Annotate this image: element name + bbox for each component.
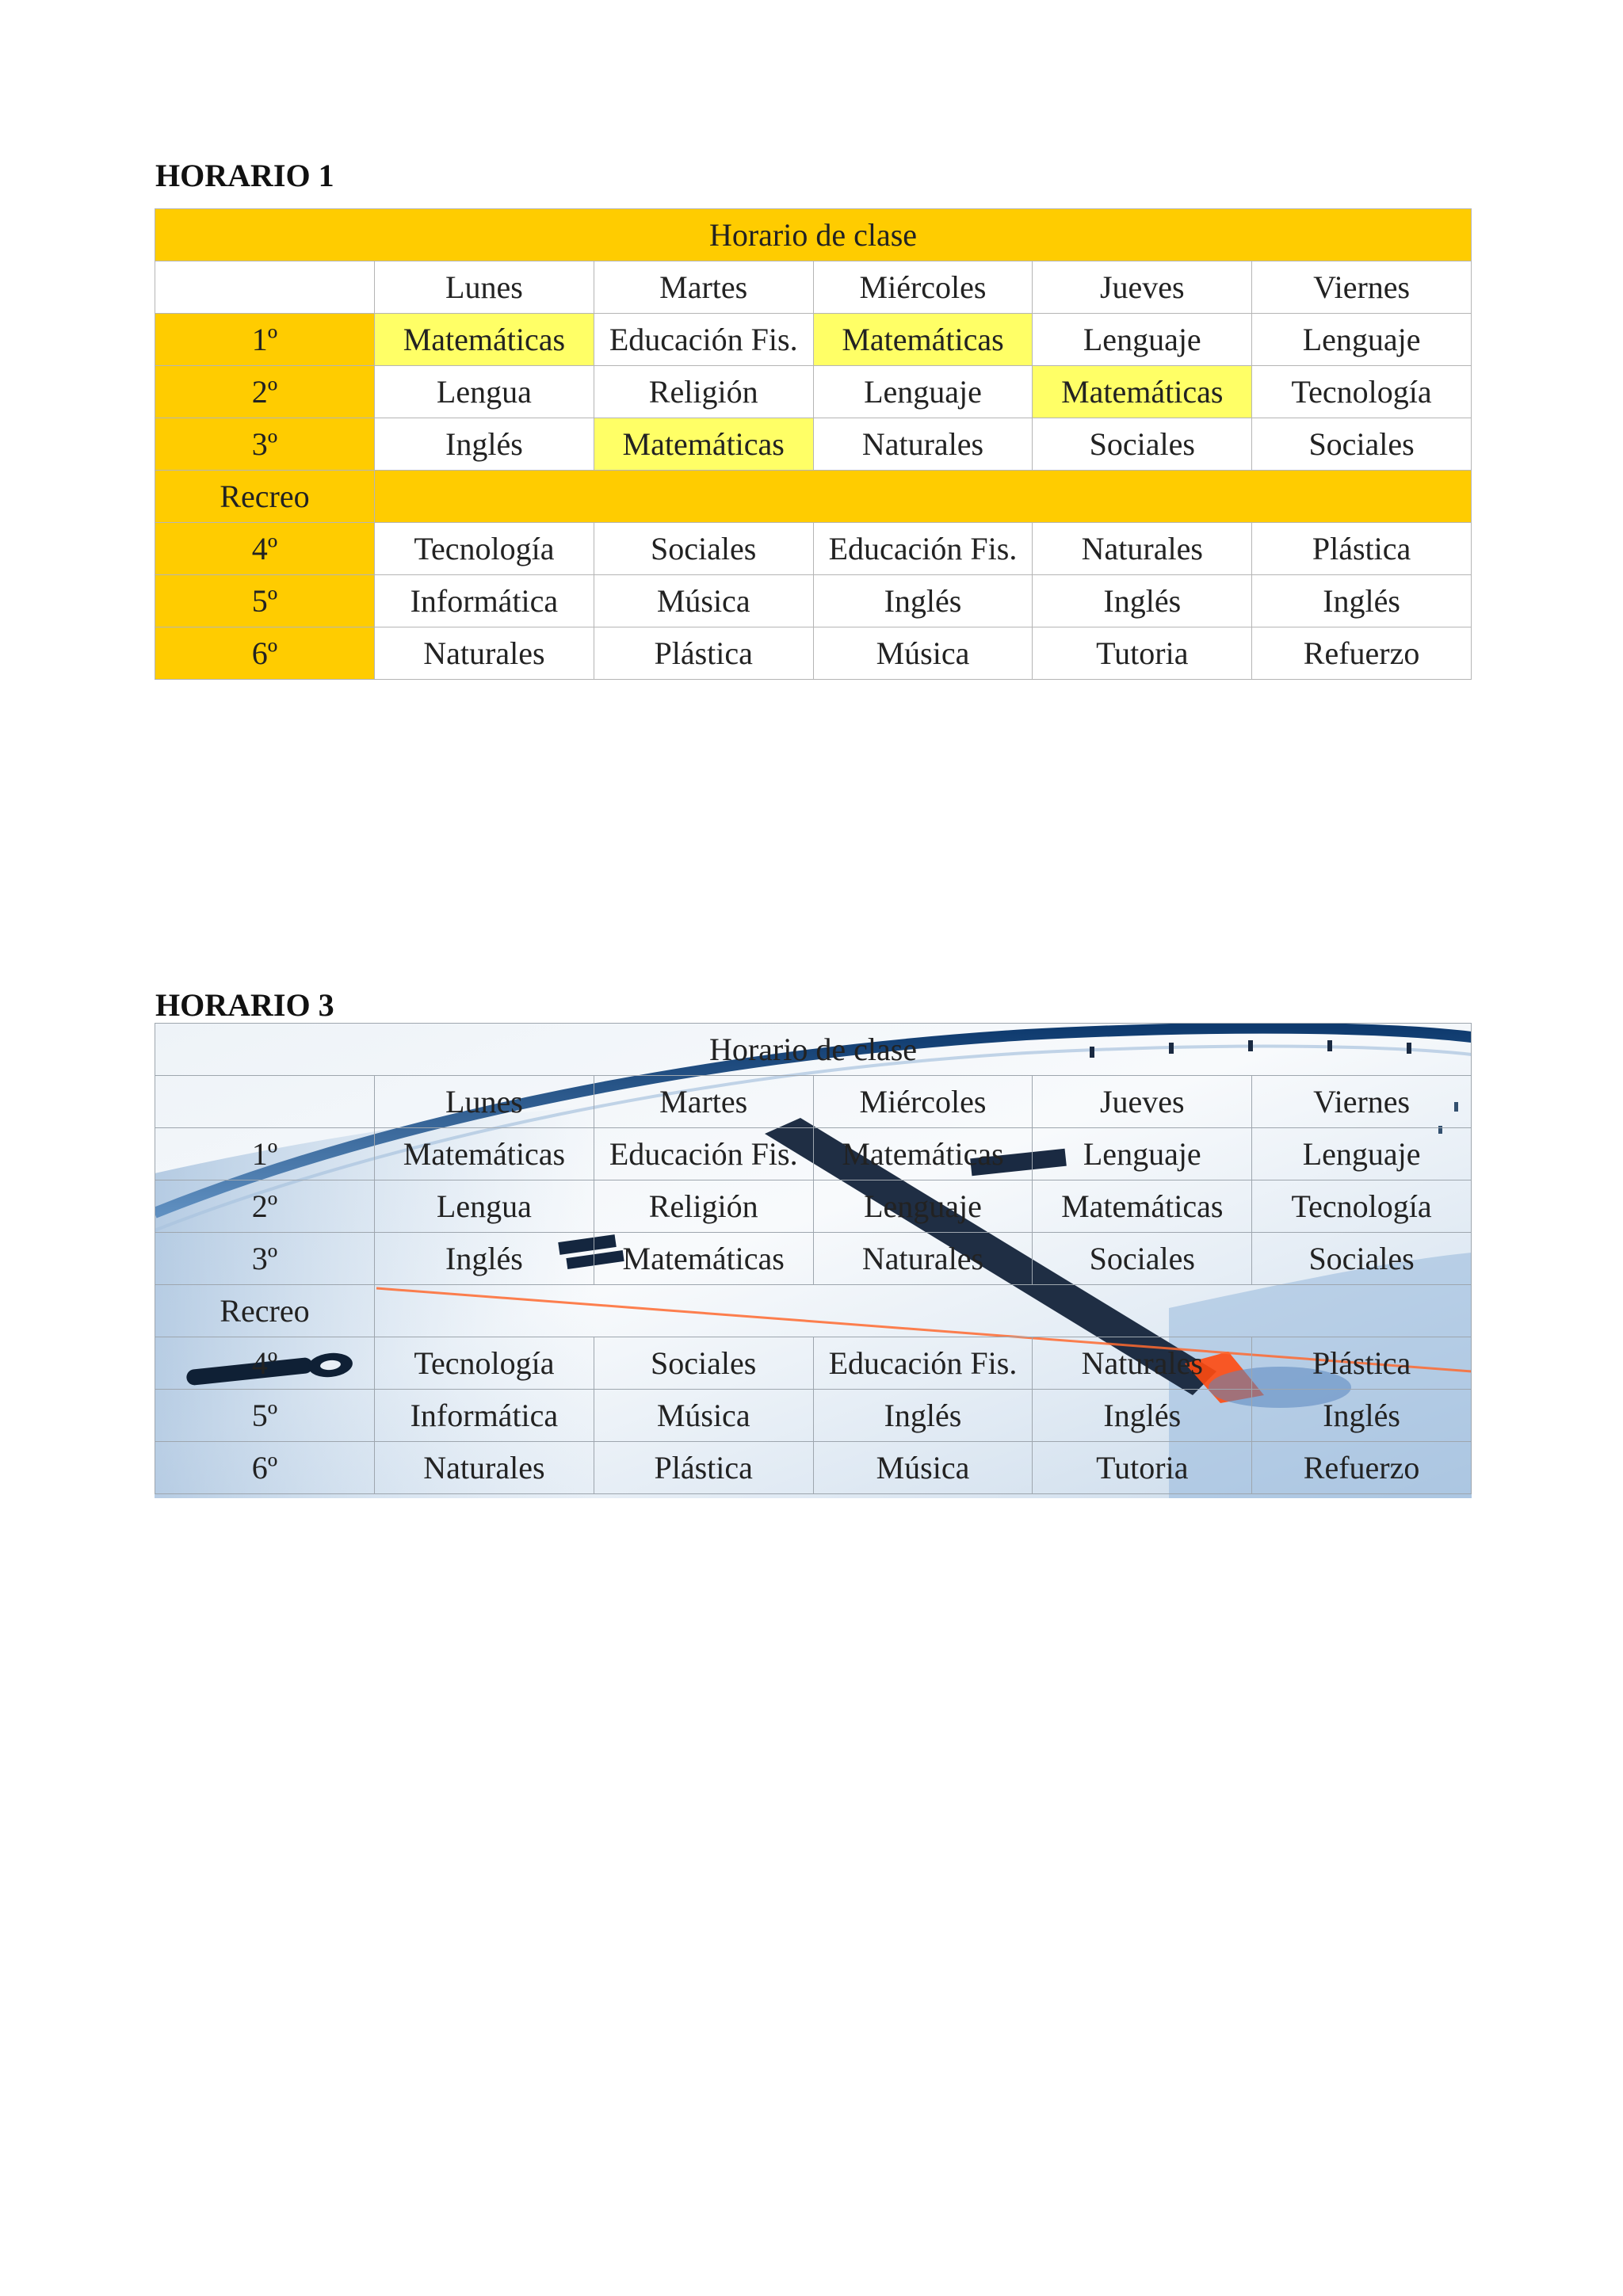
subject-cell: Refuerzo [1252, 1442, 1472, 1494]
subject-cell: Tutoria [1033, 1442, 1252, 1494]
subject-cell: Tecnología [1252, 366, 1472, 418]
day-header: Martes [594, 261, 813, 314]
period-label: 4º [155, 523, 375, 575]
corner-cell [155, 261, 375, 314]
subject-cell: Informática [375, 575, 594, 627]
table-row [155, 1180, 1472, 1233]
subject-cell: Inglés [813, 1390, 1033, 1442]
day-header: Viernes [1252, 1076, 1472, 1128]
subject-cell: Inglés [375, 418, 594, 471]
subject-cell: Inglés [375, 1233, 594, 1285]
day-header: Jueves [1033, 261, 1252, 314]
period-label: 4º [155, 1337, 375, 1390]
table-row [155, 366, 1472, 418]
subject-cell: Lengua [375, 366, 594, 418]
period-label: 5º [155, 575, 375, 627]
subject-cell: Sociales [1252, 418, 1472, 471]
subject-cell: Sociales [1033, 1233, 1252, 1285]
subject-cell: Educación Fis. [813, 523, 1033, 575]
subject-cell: Sociales [1033, 418, 1252, 471]
period-label: 6º [155, 627, 375, 680]
day-header: Miércoles [813, 1076, 1033, 1128]
subject-cell: Educación Fis. [594, 1128, 813, 1180]
day-header: Martes [594, 1076, 813, 1128]
subject-cell: Plástica [594, 1442, 813, 1494]
table-row [155, 1233, 1472, 1285]
subject-cell: Religión [594, 1180, 813, 1233]
subject-cell: Lenguaje [1033, 314, 1252, 366]
table-title-row [155, 209, 1472, 261]
subject-cell: Religión [594, 366, 813, 418]
subject-cell: Lenguaje [813, 366, 1033, 418]
period-label: Recreo [155, 1285, 375, 1337]
subject-cell: Inglés [813, 575, 1033, 627]
table-title: Horario de clase [155, 209, 1472, 261]
subject-cell: Tutoria [1033, 627, 1252, 680]
period-label: 6º [155, 1442, 375, 1494]
subject-cell: Matemáticas [1033, 1180, 1252, 1233]
subject-cell: Lenguaje [1033, 1128, 1252, 1180]
period-label: 1º [155, 314, 375, 366]
day-header: Lunes [375, 1076, 594, 1128]
period-label: 2º [155, 366, 375, 418]
subject-cell: Naturales [813, 418, 1033, 471]
table-row [155, 1128, 1472, 1180]
subject-cell: Matemáticas [813, 1128, 1033, 1180]
subject-cell: Naturales [1033, 523, 1252, 575]
period-label: 1º [155, 1128, 375, 1180]
subject-cell: Matemáticas [375, 314, 594, 366]
period-label: Recreo [155, 471, 375, 523]
subject-cell: Plástica [1252, 523, 1472, 575]
subject-cell: Música [594, 575, 813, 627]
subject-cell: Naturales [375, 1442, 594, 1494]
subject-cell: Tecnología [375, 523, 594, 575]
heading-horario-1: HORARIO 1 [155, 158, 334, 193]
subject-cell: Tecnología [1252, 1180, 1472, 1233]
table-row [155, 575, 1472, 627]
table-row [155, 314, 1472, 366]
period-label: 3º [155, 1233, 375, 1285]
subject-cell: Naturales [375, 627, 594, 680]
subject-cell: Refuerzo [1252, 627, 1472, 680]
table-row [155, 418, 1472, 471]
subject-cell: Matemáticas [594, 1233, 813, 1285]
subject-cell: Música [813, 627, 1033, 680]
table-row [155, 1442, 1472, 1494]
subject-cell: Música [813, 1442, 1033, 1494]
table-title: Horario de clase [155, 1024, 1472, 1076]
subject-cell: Sociales [594, 523, 813, 575]
period-label: 5º [155, 1390, 375, 1442]
period-label: 2º [155, 1180, 375, 1233]
subject-cell: Educación Fis. [813, 1337, 1033, 1390]
subject-cell: Matemáticas [375, 1128, 594, 1180]
heading-horario-3: HORARIO 3 [155, 987, 334, 1023]
subject-cell: Música [594, 1390, 813, 1442]
table-row [155, 627, 1472, 680]
subject-cell: Lenguaje [813, 1180, 1033, 1233]
recreo-band [375, 471, 1472, 523]
recreo-band [375, 1285, 1472, 1337]
subject-cell: Lenguaje [1252, 314, 1472, 366]
subject-cell: Tecnología [375, 1337, 594, 1390]
table-row [155, 1337, 1472, 1390]
subject-cell: Matemáticas [1033, 366, 1252, 418]
recreo-row [155, 471, 1472, 523]
subject-cell: Inglés [1252, 1390, 1472, 1442]
subject-cell: Naturales [1033, 1337, 1252, 1390]
period-label: 3º [155, 418, 375, 471]
subject-cell: Matemáticas [813, 314, 1033, 366]
subject-cell: Informática [375, 1390, 594, 1442]
table-row [155, 523, 1472, 575]
day-header: Jueves [1033, 1076, 1252, 1128]
day-header-row [155, 261, 1472, 314]
subject-cell: Lengua [375, 1180, 594, 1233]
subject-cell: Plástica [1252, 1337, 1472, 1390]
subject-cell: Lenguaje [1252, 1128, 1472, 1180]
subject-cell: Sociales [1252, 1233, 1472, 1285]
day-header: Lunes [375, 261, 594, 314]
table-title-row [155, 1024, 1472, 1076]
subject-cell: Matemáticas [594, 418, 813, 471]
day-header: Viernes [1252, 261, 1472, 314]
schedule-table-3 [155, 1023, 1472, 1494]
subject-cell: Plástica [594, 627, 813, 680]
table-row [155, 1390, 1472, 1442]
subject-cell: Educación Fis. [594, 314, 813, 366]
subject-cell: Sociales [594, 1337, 813, 1390]
day-header-row [155, 1076, 1472, 1128]
subject-cell: Inglés [1033, 575, 1252, 627]
subject-cell: Inglés [1252, 575, 1472, 627]
corner-cell [155, 1076, 375, 1128]
subject-cell: Inglés [1033, 1390, 1252, 1442]
schedule-table-1 [155, 208, 1472, 680]
day-header: Miércoles [813, 261, 1033, 314]
recreo-row [155, 1285, 1472, 1337]
subject-cell: Naturales [813, 1233, 1033, 1285]
